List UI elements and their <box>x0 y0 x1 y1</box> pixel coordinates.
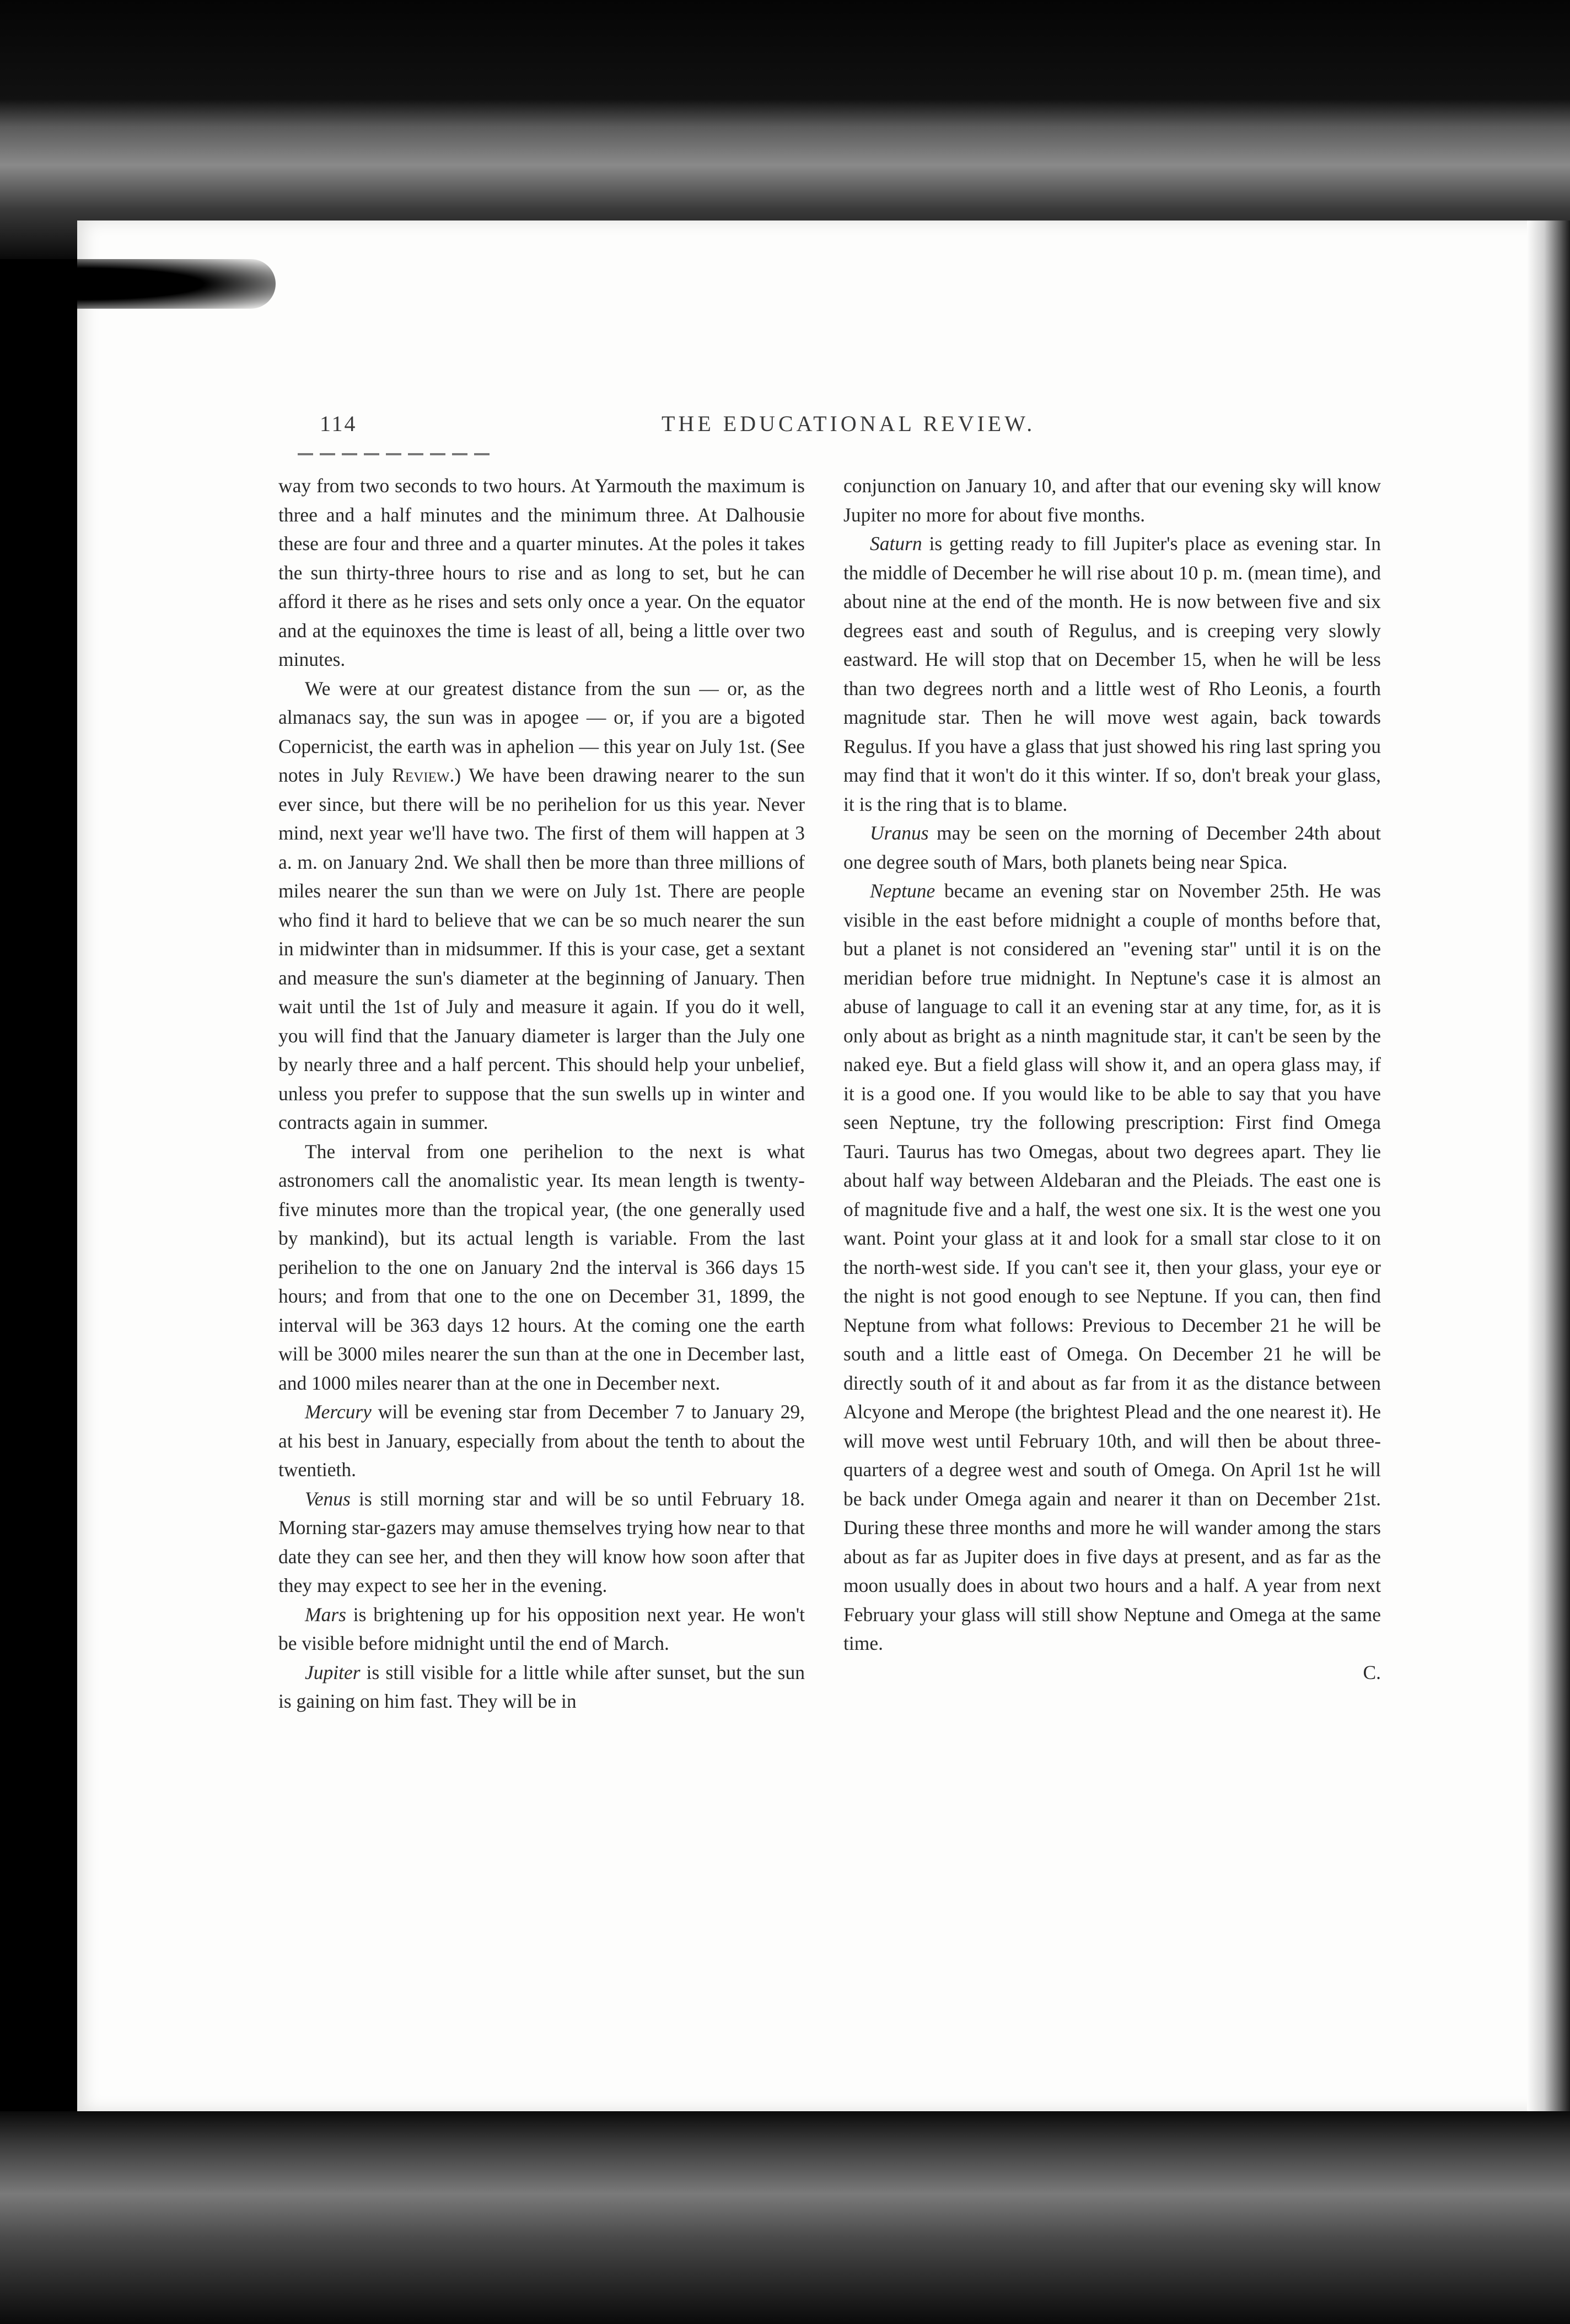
paragraph: conjunction on January 10, and after that our evening sky will know Jupiter no more for about five months. <box>843 475 1381 526</box>
paragraph-venus: Venus is still morning star and will be so until February 18. Morning star-gazers may amuse themselves trying how near to that date they can see her, and then they will know how soon after that they may expect to see her in the evening. <box>278 1487 805 1596</box>
scan-bottom-shadow <box>0 2111 1570 2324</box>
planet-name: Neptune <box>870 880 935 902</box>
planet-name: Saturn <box>870 532 922 555</box>
planet-name: Uranus <box>870 822 929 844</box>
planet-name: Mars <box>305 1603 346 1626</box>
page-number: 114 <box>320 411 357 436</box>
paragraph-mars: Mars is brightening up for his opposition next year. He won't be visible before midnight until the end of March. <box>278 1603 805 1654</box>
paragraph: way from two seconds to two hours. At Yarmouth the maximum is three and a half minutes and the minimum three. At Dalhousie these are four and three and a quarter minutes. At the poles it takes the sun thirty-three hours to rise and as long to set, but he can afford it there as he rises and sets only once a year. On the equator and at the equinoxes the time is least of all, being a little over two minutes. <box>278 475 805 670</box>
author-signature: C. <box>1363 1661 1381 1683</box>
paragraph-saturn: Saturn is getting ready to fill Jupiter's place as evening star. In the middle of December he will rise about 10 p. m. (mean time), and about nine at the end of the month. He is now between five and six degrees east and south of Regulus, and is creeping very slowly eastward. He will stop that on December 15, when he will be less than two degrees north and a little west of Rho Leonis, a fourth magnitude star. Then he will move west again, back towards Regulus. If you have a glass that just showed his ring last spring you may find that it won't do it this winter. If so, don't break your glass, it is the ring that is to blame. <box>843 532 1381 815</box>
right-column <box>843 471 1381 1687</box>
paragraph: The interval from one perihelion to the next is what astronomers call the anomalistic year. Its mean length is twenty-five minutes more than the tropical year, (the one generally used by mankind), but its actual length is variable. From the last perihelion to the one on January 2nd the interval is 366 days 15 hours; and from that one to the one on December 31, 1899, the interval will be 363 days 12 hours. At the coming one the earth will be 3000 miles nearer the sun than at the one in December last, and 1000 miles nearer than at the one in December next. <box>278 1140 805 1394</box>
planet-name: Jupiter <box>305 1661 361 1683</box>
page-right-edge <box>1527 220 1570 2111</box>
paragraph-mercury: Mercury will be evening star from December 7 to January 29, at his best in January, especially from about the tenth to about the twentieth. <box>278 1401 805 1481</box>
left-column <box>278 471 805 1716</box>
planet-name: Venus <box>305 1487 351 1510</box>
running-title: THE EDUCATIONAL REVIEW. <box>662 411 1036 436</box>
page-header <box>276 411 1378 444</box>
planet-name: Mercury <box>305 1401 372 1423</box>
paragraph-uranus: Uranus may be seen on the morning of December 24th about one degree south of Mars, both planets being near Spica. <box>843 822 1381 873</box>
header-rule <box>298 453 496 455</box>
paragraph: We were at our greatest distance from the sun — or, as the almanacs say, the sun was in apogee — or, if you are a bigoted Copernicist, the earth was in aphelion — this year on July 1st. (See notes in July Review.) We have been drawing nearer to the sun ever since, but there will be no perihelion for us this year. Never mind, next year we'll have two. The first of them will happen at 3 a. m. on January 2nd. We shall then be more than three millions of miles nearer the sun than we were on July 1st. There are people who find it hard to believe that we can be so much nearer the sun in midwinter than in midsummer. If this is your case, get a sextant and measure the sun's diameter at the beginning of January. Then wait until the 1st of July and measure it again. If you do it well, you will find that the January diameter is larger than the July one by nearly three and a half percent. This should help your unbelief, unless you prefer to suppose that the sun swells up in winter and contracts again in summer. <box>278 677 805 1133</box>
review-reference: Review. <box>392 764 455 786</box>
paragraph-jupiter: Jupiter is still visible for a little while after sunset, but the sun is gaining on him fast. They will be in <box>278 1661 805 1712</box>
binding-shadow <box>77 259 276 309</box>
paragraph-neptune: Neptune became an evening star on November 25th. He was visible in the east before midnight a couple of months before that, but a planet is not considered an "evening star" until it is on the meridian before true midnight. In Neptune's case it is almost an abuse of language to call it an evening star at any time, for, as it is only about as bright as a ninth magnitude star, it can't be seen by the naked eye. But a field glass will show it, and an opera glass may, if it is a good one. If you would like to be able to say that you have seen Neptune, try the following prescription: First find Omega Tauri. Taurus has two Omegas, about two degrees apart. They lie about half way between Aldebaran and the Pleiads. The east one is of magnitude five and a half, the west one six. It is the west one you want. Point your glass at it and look for a small star close to it on the north-west side. If you can't see it, then your glass, your eye or the night is not good enough to see Neptune. If you can, then find Neptune from what follows: Previous to December 21 he will be south and a little east of Omega. On December 21 he will be directly south of it and about as far from it as the distance between Alcyone and Merope (the brightest Plead and the one nearest it). He will move west until February 10th, and will then be about three-quarters of a degree west and south of Omega. On April 1st he will be back under Omega again and nearer it than on December 21st. During these three months and more he will wander among the stars about as far as Jupiter does in five days at present, and as far as the moon usually does in about two hours and a half. A year from next February your glass will still show Neptune and Omega at the same time. <box>843 880 1381 1654</box>
